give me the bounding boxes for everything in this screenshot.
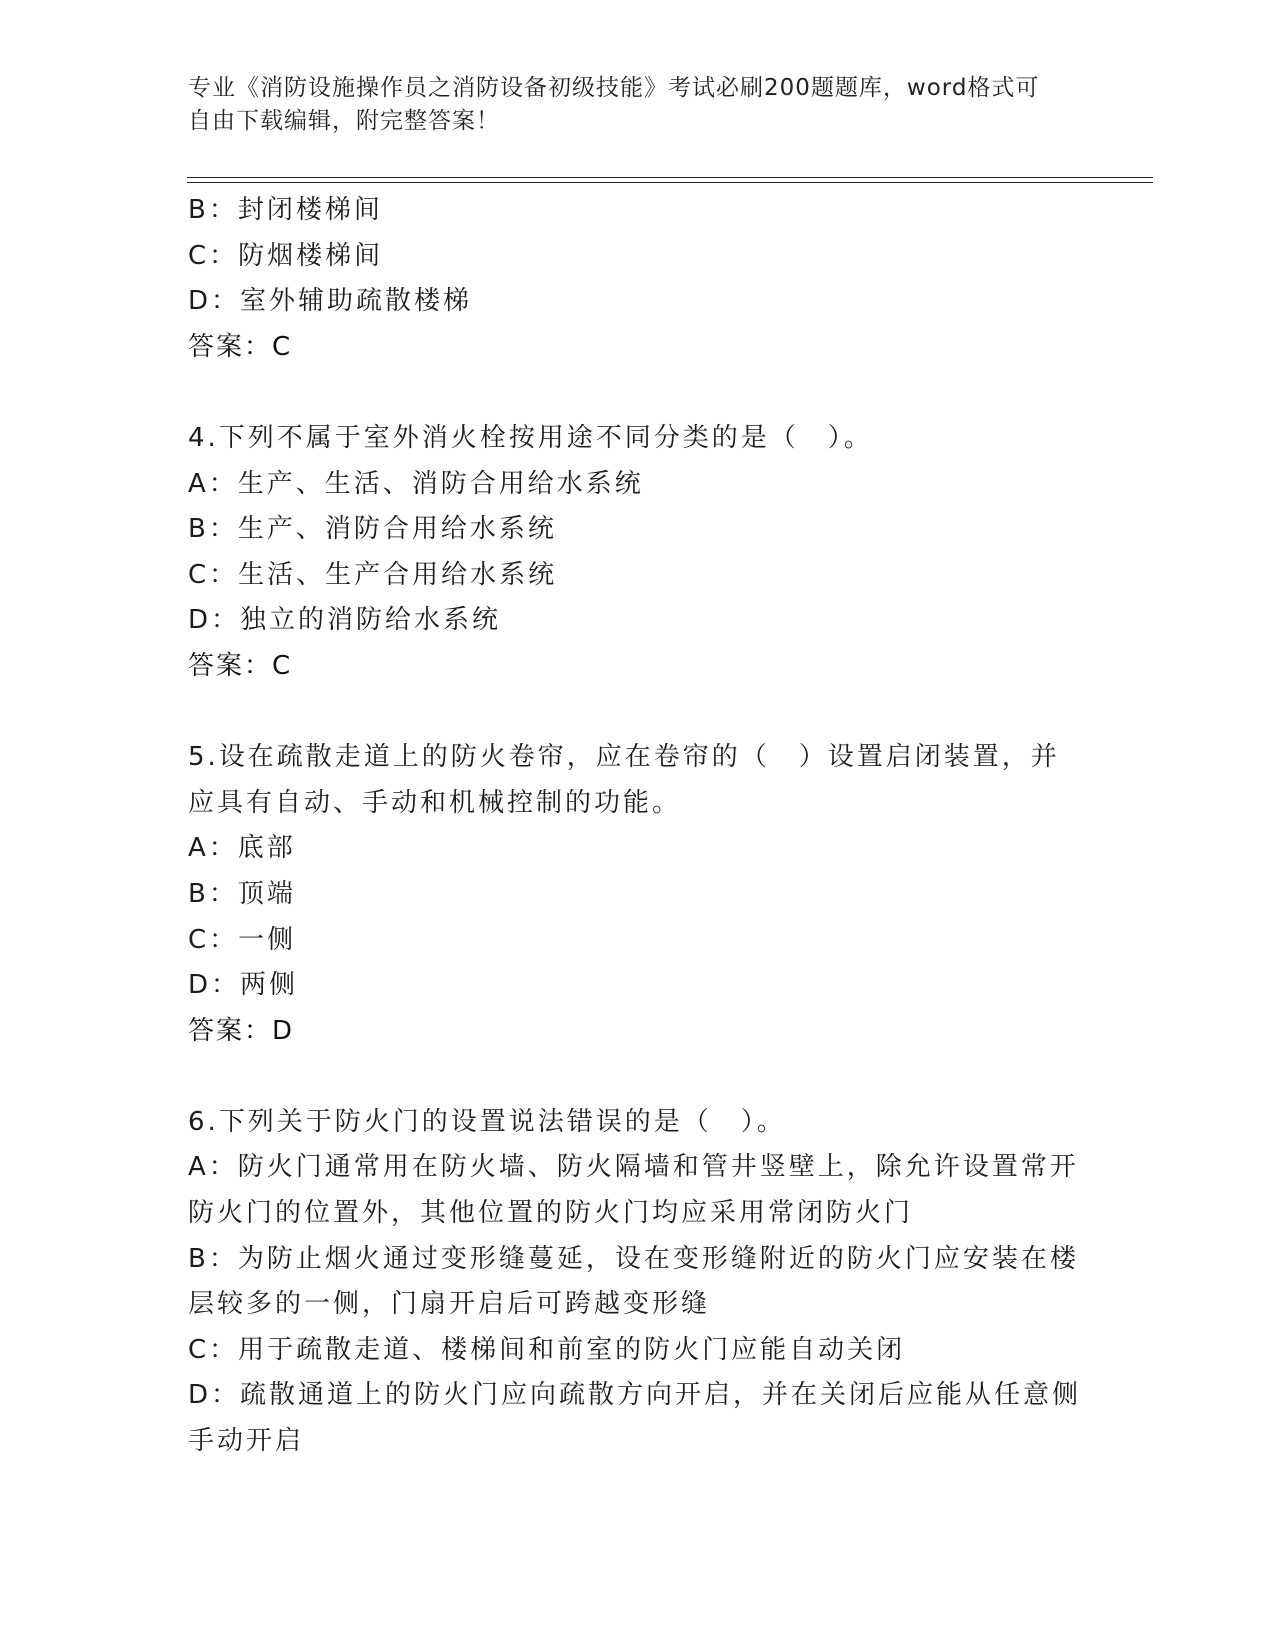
- q6-option-d-line-2: 手动开启: [188, 1426, 305, 1457]
- document-header: [188, 72, 1068, 138]
- q4-option-b: B：生产、消防合用给水系统: [188, 514, 557, 545]
- q3-option-c: C：防烟楼梯间: [188, 240, 384, 271]
- question-gap: [188, 1054, 1088, 1100]
- q6-option-b-line-2: 层较多的一侧，门扇开启后可跨越变形缝: [188, 1289, 711, 1320]
- question-gap: [188, 690, 1088, 736]
- question-3: [188, 188, 1088, 370]
- question-5: [188, 735, 1088, 1054]
- q3-option-b: B：封闭楼梯间: [188, 195, 383, 225]
- q6-stem: 6.下列关于防火门的设置说法错误的是（ ）。: [188, 1106, 786, 1137]
- header-line-2: 自由下载编辑，附完整答案！: [188, 108, 500, 134]
- q4-option-a: A：生产、生活、消防合用给水系统: [188, 468, 644, 499]
- header-divider-bottom: [187, 182, 1153, 183]
- q4-answer: 答案：C: [188, 650, 293, 681]
- q6-option-d-line-1: D：疏散通道上的防火门应向疏散方向开启，并在关闭后应能从任意侧: [188, 1380, 1082, 1411]
- q3-answer: 答案：C: [188, 331, 293, 362]
- q5-option-a: A：底部: [188, 833, 296, 864]
- q5-stem-line-1: 5.设在疏散走道上的防火卷帘，应在卷帘的（ ）设置启闭装置，并: [188, 742, 1060, 773]
- q5-option-b: B：顶端: [188, 878, 296, 909]
- q3-option-d: D：室外辅助疏散楼梯: [188, 286, 473, 317]
- q5-stem-line-2: 应具有自动、手动和机械控制的功能。: [188, 787, 682, 818]
- q5-option-c: C：一侧: [188, 924, 297, 955]
- q6-option-c: C：用于疏散走道、楼梯间和前室的防火门应能自动关闭: [188, 1334, 906, 1365]
- q5-option-d: D：两侧: [188, 970, 299, 1001]
- q6-option-a-line-1: A：防火门通常用在防火墙、防火隔墙和管井竖壁上，除允许设置常开: [188, 1152, 1079, 1183]
- q6-option-b-line-1: B：为防止烟火通过变形缝蔓延，设在变形缝附近的防火门应安装在楼: [188, 1243, 1079, 1274]
- header-divider-top: [187, 177, 1153, 178]
- q5-answer: 答案：D: [188, 1015, 295, 1046]
- q4-option-d: D：独立的消防给水系统: [188, 605, 502, 636]
- question-4: [188, 416, 1088, 690]
- q4-option-c: C：生活、生产合用给水系统: [188, 559, 558, 590]
- question-gap: [188, 370, 1088, 416]
- question-6: [188, 1100, 1088, 1465]
- header-line-1: 专业《消防设施操作员之消防设备初级技能》考试必刷200题题库，word格式可: [188, 75, 1040, 101]
- question-list: [188, 188, 1088, 1465]
- q6-option-a-line-2: 防火门的位置外，其他位置的防火门均应采用常闭防火门: [188, 1198, 914, 1229]
- q4-stem: 4.下列不属于室外消火栓按用途不同分类的是（ ）。: [188, 422, 873, 453]
